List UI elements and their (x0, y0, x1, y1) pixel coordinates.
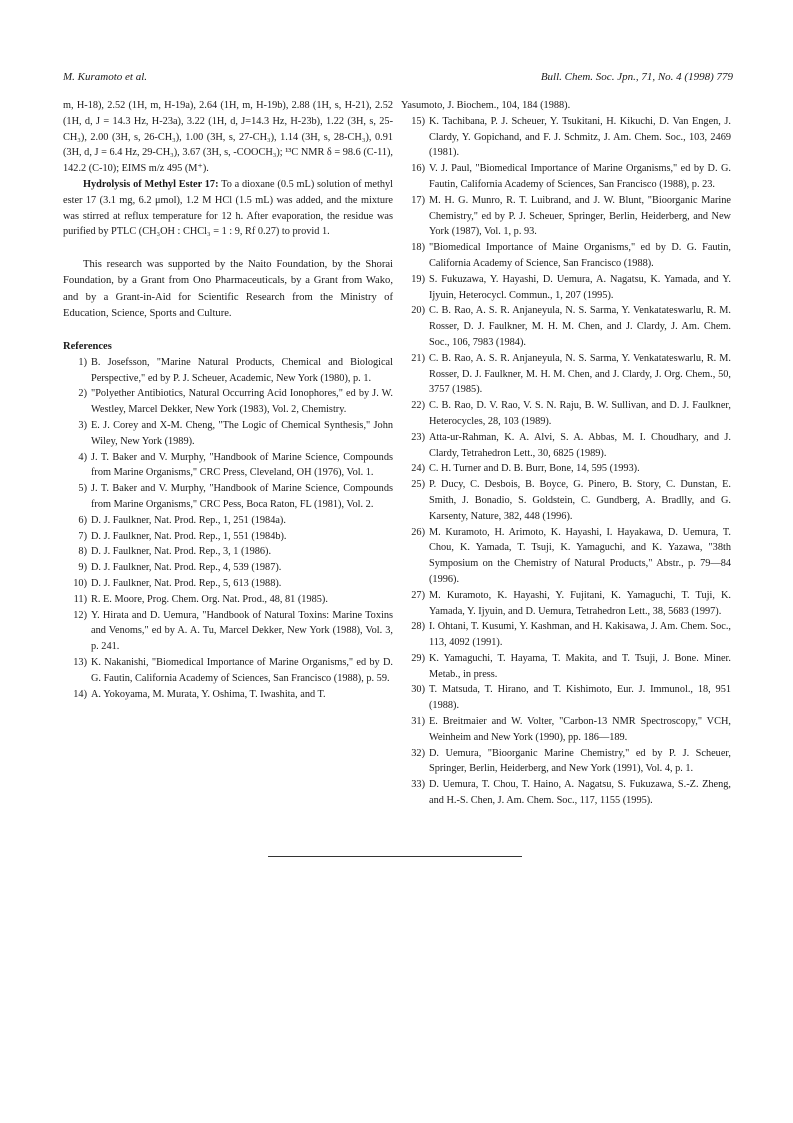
reference-text: J. T. Baker and V. Murphy, "Handbook of Marine Science, Compounds from Marine Organisms," CRC Press, Cleveland, OH (1976), Vol. 1. (91, 451, 393, 479)
reference-text: M. Kuramoto, H. Arimoto, K. Hayashi, I. Hayakawa, D. Uemura, T. Chou, K. Yamada, T. Tsuji, K. Yamaguchi, and K. Yazawa, "38th Symposium on the Chemistry of Natural Products," Abstr., p. 79—84 (1996). (429, 526, 731, 585)
reference-number: 29) (411, 652, 425, 664)
reference-text: T. Matsuda, T. Hirano, and T. Kishimoto, Eur. J. Immunol., 18, 951 (1988). (429, 684, 731, 712)
reference-item (401, 161, 731, 193)
reference-text: R. E. Moore, Prog. Chem. Org. Nat. Prod., 48, 81 (1985). (91, 593, 328, 605)
reference-item (401, 303, 731, 350)
reference-text: E. Breitmaier and W. Volter, "Carbon-13 NMR Spectroscopy," VCH, Weinheim and New York (1990), pp. 186—189. (429, 716, 731, 743)
reference-item (401, 714, 731, 746)
reference-item (63, 608, 393, 655)
reference-text: D. Uemura, T. Chou, T. Haino, A. Nagatsu, S. Fukuzawa, S.-Z. Zheng, and H.-S. Chen, J. Am. Chem. Soc., 117, 1155 (1995). (429, 779, 731, 807)
reference-item (401, 477, 731, 524)
reference-text: Atta-ur-Rahman, K. A. Alvi, S. A. Abbas, M. I. Choudhary, and J. Clardy, Tetrahedron Lett., 30, 6825 (1989). (429, 431, 731, 459)
reference-number: 2) (78, 388, 87, 400)
reference-number: 18) (411, 242, 425, 254)
reference-number: 19) (411, 273, 425, 285)
reference-item (63, 576, 393, 592)
reference-number: 8) (78, 546, 87, 558)
reference-item (401, 351, 731, 398)
reference-item (63, 513, 393, 529)
reference-text: M. H. G. Munro, R. T. Luibrand, and J. W. Blunt, "Bioorganic Marine Chemistry," ed by P. J. Scheuer, Springer, Berlin, Heiderberg, and New York (1987), Vol. 1, p. 93. (429, 194, 731, 238)
reference-text: K. Yamaguchi, T. Hayama, T. Makita, and T. Tsuji, J. Bone. Miner. Metab., in press. (429, 652, 731, 680)
reference-text: M. Kuramoto, K. Hayashi, Y. Fujitani, K. Yamaguchi, T. Tuji, K. Yamada, Y. Ijyuin, and D. Uemura, Tetrahedron Lett., 38, 5683 (1997). (429, 589, 731, 617)
reference-item (63, 386, 393, 418)
reference-text: C. B. Rao, A. S. R. Anjaneyula, N. S. Sarma, Y. Venkatateswarlu, R. M. Rosser, D. J. Faulkner, M. H. M. Chen, and J. Clardy, J. Org. Chem., 50, 3757 (1985). (429, 352, 731, 396)
reference-number: 28) (411, 621, 425, 633)
reference-item (401, 525, 731, 588)
hydrolysis-text: To a dioxane (0.5 mL) solution of methyl ester 17 (3.1 mg, 6.2 μmol), 1.2 M HCl (1.5 mL) was added, and the mixture was stirred at reflux temperature for 12 h. After evaporation, the residue was purified by PTLC (CH₃OH : CHCl₃ = 1 : 9, Rf 0.27) to provid 1. (63, 178, 393, 238)
reference-number: 16) (411, 163, 425, 175)
reference-text: "Polyether Antibiotics, Natural Occurring Acid Ionophores," ed by J. W. Westley, Marcel Dekker, New York (1983), Vol. 2, Chemistry. (91, 388, 393, 416)
reference-number: 17) (411, 194, 425, 206)
reference-number: 10) (73, 577, 87, 589)
hydrolysis-heading: Hydrolysis of Methyl Ester 17: (83, 178, 219, 190)
reference-number: 15) (411, 115, 425, 127)
hydrolysis-paragraph (63, 177, 393, 240)
reference-text: K. Tachibana, P. J. Scheuer, Y. Tsukitani, H. Kikuchi, D. Van Engen, J. Clardy, Y. Gopichand, and F. J. Schmitz, J. Am. Chem. Soc., 103, 2469 (1981). (429, 115, 731, 159)
reference-number: 27) (411, 589, 425, 601)
reference-text: P. Ducy, C. Desbois, B. Boyce, G. Pinero, B. Story, C. Dunstan, E. Smith, J. Bonadio, S. Goldstein, C. Gundberg, A. Bradlly, and G. Karsenty, Nature, 382, 448 (1996). (429, 479, 731, 522)
end-rule (268, 856, 522, 857)
reference-number: 11) (73, 593, 87, 605)
reference-number: 14) (73, 688, 87, 700)
reference-item (63, 450, 393, 482)
reference-item (63, 529, 393, 545)
reference-item (63, 560, 393, 576)
reference-text: B. Josefsson, "Marine Natural Products, Chemical and Biological Perspective," ed by P. J. Scheuer, Academic, New York (1980), p. 1. (91, 356, 393, 384)
reference-number: 1) (78, 356, 87, 368)
left-column (63, 98, 393, 702)
reference-item (63, 655, 393, 687)
reference-text: J. T. Baker and V. Murphy, "Handbook of Marine Science, Compounds from Marine Organisms," CRC Pess, Boca Raton, FL (1981), Vol. 2. (91, 483, 393, 510)
reference-text: A. Yokoyama, M. Murata, Y. Oshima, T. Iwashita, and T. (91, 688, 326, 700)
reference-item (401, 398, 731, 430)
reference-number: 13) (73, 656, 87, 668)
reference-number: 3) (78, 419, 87, 431)
reference-item (401, 430, 731, 462)
reference-number: 12) (73, 609, 87, 621)
reference-text: D. J. Faulkner, Nat. Prod. Rep., 3, 1 (1986). (91, 546, 272, 558)
reference-item (401, 588, 731, 620)
reference-item (401, 682, 731, 714)
reference-number: 6) (78, 514, 87, 526)
reference-number: 26) (411, 526, 425, 538)
references-list-left (63, 355, 393, 703)
reference-item (401, 461, 731, 477)
reference-item (401, 619, 731, 651)
reference-item (63, 544, 393, 560)
reference-item (401, 651, 731, 683)
reference-number: 25) (411, 479, 425, 491)
reference-text: D. Uemura, "Bioorganic Marine Chemistry," ed by P. J. Scheuer, Springer, Berlin, Heiderberg, and New York (1991), Vol. 4, p. 1. (429, 747, 731, 775)
reference-text: D. J. Faulkner, Nat. Prod. Rep., 1, 551 (1984b). (91, 530, 287, 542)
reference-text: C. B. Rao, A. S. R. Anjaneyula, N. S. Sarma, Y. Venkatateswarlu, R. M. Rosser, D. J. Faulkner, M. H. M. Chen, and J. Clardy, J. Am. Chem. Soc., 106, 7983 (1984). (429, 305, 731, 348)
reference-item (63, 592, 393, 608)
reference-number: 5) (78, 483, 87, 495)
reference-item (401, 114, 731, 161)
reference-item (401, 272, 731, 304)
references-heading: References (63, 340, 112, 352)
reference-text: D. J. Faulkner, Nat. Prod. Rep., 5, 613 (1988). (91, 577, 282, 589)
reference-item (401, 240, 731, 272)
reference-item (401, 193, 731, 240)
reference-text: D. J. Faulkner, Nat. Prod. Rep., 1, 251 (1984a). (91, 514, 286, 526)
reference-item (401, 746, 731, 778)
reference-item (63, 418, 393, 450)
reference-item (63, 355, 393, 387)
reference-text: E. J. Corey and X-M. Cheng, "The Logic of Chemical Synthesis," John Wiley, New York (1989). (91, 419, 393, 447)
reference-number: 9) (78, 562, 87, 574)
reference-item (63, 687, 393, 703)
running-header-authors: M. Kuramoto et al. (63, 71, 148, 83)
reference-text: "Biomedical Importance of Maine Organisms," ed by D. G. Fautin, California Academy of Science, San Francisco (1988). (429, 242, 731, 269)
reference-number: 32) (411, 747, 425, 759)
reference-number: 4) (78, 451, 87, 463)
reference-number: 24) (411, 463, 425, 475)
reference-item (63, 481, 393, 513)
reference-text: Y. Hirata and D. Uemura, "Handbook of Natural Toxins: Marine Toxins and Venoms," ed by A. A. Tu, Marcel Dekker, New York (1988), Vol. 3, p. 241. (91, 609, 393, 653)
reference-text: I. Ohtani, T. Kusumi, Y. Kashman, and H. Kakisawa, J. Am. Chem. Soc., 113, 4092 (1991). (429, 621, 731, 649)
running-header-journal: Bull. Chem. Soc. Jpn., 71, No. 4 (1998) 779 (540, 71, 733, 83)
reference-number: 30) (411, 684, 425, 696)
references-list-right (401, 114, 731, 809)
reference-text: C. H. Turner and D. B. Burr, Bone, 14, 595 (1993). (429, 463, 640, 475)
reference-number: 7) (78, 530, 87, 542)
reference-number: 33) (411, 779, 425, 791)
reference-number: 23) (411, 431, 425, 443)
right-column (401, 98, 731, 809)
reference-number: 22) (411, 400, 425, 412)
reference-text: S. Fukuzawa, Y. Hayashi, D. Uemura, A. Nagatsu, K. Yamada, and Y. Ijyuin, Heterocycl. Commun., 1, 207 (1995). (429, 273, 731, 301)
acknowledgement: This research was supported by the Naito Foundation, by the Shorai Foundation, by a Grant from Ono Pharmaceuticals, by a Grant from Wako, and by a Grant-in-Aid for Scientific Research from the Ministry of Education, Science, Sports and Culture. (63, 259, 393, 319)
reference-text: D. J. Faulkner, Nat. Prod. Rep., 4, 539 (1987). (91, 562, 282, 574)
nmr-data-continuation: m, H-18), 2.52 (1H, m, H-19a), 2.64 (1H, m, H-19b), 2.88 (1H, s, H-21), 2.52 (1H, d, J = 14.3 Hz, H-23a), 3.22 (1H, d, J=14.3 Hz, H-23b), 1.22 (3H, s, 25-CH₃), 2.00 (3H, s, 26-CH₃), 1.00 (3H, s, 27-CH₃), 1.14 (3H, s, 28-CH₃), 0.91 (3H, d, J = 6.4 Hz, 29-CH₃), 3.67 (3H, s, -COOCH₃); ¹³C NMR δ = 98.6 (C-11), 142.2 (C-10); EIMS m/z 495 (M⁺). (63, 100, 393, 175)
reference-text: C. B. Rao, D. V. Rao, V. S. N. Raju, B. W. Sullivan, and D. J. Faulkner, Heterocycles, 28, 103 (1989). (429, 400, 731, 427)
reference-continuation: Yasumoto, J. Biochem., 104, 184 (1988). (401, 100, 571, 111)
reference-text: K. Nakanishi, "Biomedical Importance of Marine Organisms," ed by D. G. Fautin, California Academy of Sciences, San Francisco (1988), p. 59. (91, 656, 393, 684)
reference-number: 31) (411, 716, 425, 728)
reference-number: 21) (411, 352, 425, 364)
reference-item (401, 777, 731, 809)
reference-text: V. J. Paul, "Biomedical Importance of Marine Organisms," ed by D. G. Fautin, California Academy of Sciences, San Francisco (1988), p. 23. (429, 163, 731, 190)
reference-number: 20) (411, 305, 425, 317)
